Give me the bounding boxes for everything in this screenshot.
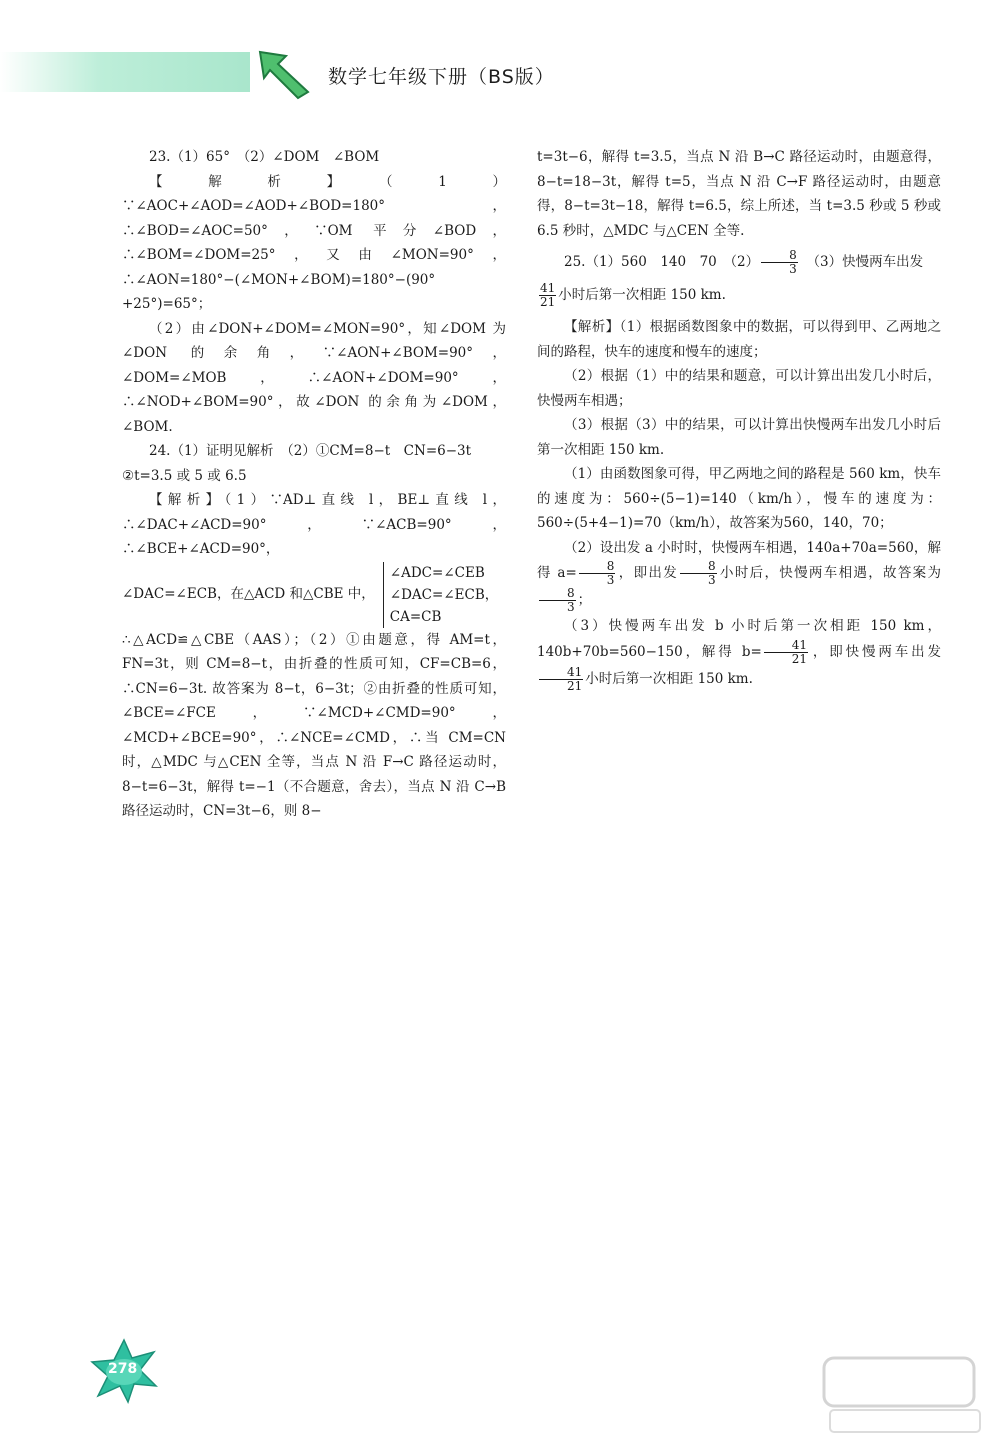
fraction (764, 639, 808, 666)
fraction (539, 587, 576, 614)
q23-analysis-1: 【解析】（1）∵∠AOC+∠AOD=∠AOD+∠BOD=180°，∴∠BOD=∠AOC=50°，∵OM 平分∠BOD，∴∠BOM=∠DOM=25°，又由∠MON=90°，∴∠AON=180°−(∠MON+∠BOM)=180°−(90°+25°)=65°； (122, 173, 506, 312)
fraction (761, 249, 798, 276)
q25-answer-part-b: （3）快慢两车出发 (813, 254, 924, 270)
fraction-denominator: 3 (708, 573, 716, 587)
arrow-icon (256, 48, 312, 100)
fraction-denominator: 3 (789, 262, 797, 276)
q24-system-lead: ∠DAC=∠ECB，在△ACD 和△CBE 中， (122, 586, 375, 603)
q25-analysis-2: （2）根据（1）中的结果和题意，可以计算出出发几小时后，快慢两车相遇； (537, 368, 941, 409)
fraction-numerator: 41 (540, 281, 556, 295)
fraction (680, 560, 717, 587)
fraction-denominator: 21 (791, 651, 808, 666)
q25-solution-1: （1）由函数图象可得，甲乙两地之间的路程是 560 km，快车的速度为：560÷(5−1)=140（km/h），慢车的速度为：560÷(5+4−1)=70（km/h），故答案为560，140，70； (537, 466, 941, 531)
fraction-numerator: 8 (579, 560, 616, 574)
q25-solution-2 (537, 536, 941, 615)
fraction-numerator: 41 (539, 666, 583, 680)
q25-solution-3-part-a: （3）快慢两车出发 b 小时后第一次相距 150 km，140b+70b=560−150，解得 b= (537, 618, 941, 660)
watermark-logo-icon (818, 1348, 988, 1438)
fraction-denominator: 3 (606, 573, 615, 587)
q25-solution-3 (537, 614, 941, 693)
q24-answer-1: 24.（1）证明见解析 （2）①CM=8−t CN=6−3t (149, 443, 472, 459)
fraction-numerator: 8 (680, 560, 717, 574)
fraction-denominator: 21 (540, 295, 556, 309)
q25-answer-tail: 小时后第一次相距 150 km. (558, 287, 726, 303)
fraction-numerator: 8 (761, 249, 798, 263)
q25-analysis-3: （3）根据（3）中的结果，可以计算出快慢两车出发几小时后第一次相距 150 km. (537, 417, 941, 458)
fraction-denominator: 3 (567, 600, 575, 614)
q24-equation-system (122, 562, 506, 628)
q24-analysis-1: 【解析】（1）∵AD⊥直线 l，BE⊥直线 l，∴∠DAC+∠ACD=90°，∵∠ACB=90°，∴∠BCE+∠ACD=90°， (122, 492, 506, 557)
q25-solution-2-part-b: ，即出发 (617, 565, 679, 581)
fraction-denominator: 21 (567, 678, 583, 693)
q25-analysis-1: 【解析】（1）根据函数图象中的数据，可以得到甲、乙两地之间的路程，快车的速度和慢车的速度； (537, 319, 941, 360)
q23-answer: 23.（1）65° （2）∠DOM ∠BOM (149, 149, 380, 165)
fraction (579, 560, 616, 587)
fraction-numerator: 8 (539, 587, 576, 601)
q23-analysis-2: （2）由∠DON+∠DOM=∠MON=90°，知∠DOM 为∠DON 的余角，∵∠AON+∠BOM=90°，∠DOM=∠MOB，∴∠AON+∠DOM=90°，∴∠NOD+∠BOM=90°，故∠DON 的余角为∠DOM，∠BOM. (122, 320, 506, 435)
fraction-numerator: 41 (764, 639, 808, 653)
q24-system-line-1: ∠ADC=∠CEB (389, 564, 485, 581)
page-number: 278 (108, 1361, 138, 1377)
fraction (539, 282, 556, 309)
q25-solution-2-part-a: （2）设出发 a 小时时，快慢两车相遇，140a+70a=560，解得 a= (537, 539, 941, 581)
q25-solution-2-part-c: 小时后，快慢两车相遇，故答案为 (718, 565, 942, 581)
left-column (122, 145, 506, 824)
fraction (539, 666, 583, 693)
q24-analysis-2: ∴△ACD≌△CBE（AAS）；（2）①由题意，得 AM=t，FN=3t，则 CM=8−t，由折叠的性质可知，CF=CB=6，∴CN=6−3t. 故答案为 8−t，6−3t；②由折叠的性质可知，∠BCE=∠FCE，∵∠MCD+∠CMD=90°，∠MCD+∠BCE=90°，∴∠NCE=∠CMD，∴当 CM=CN 时，△MDC 与△CEN 全等，当点 N 沿 F→C 路径运动时，8−t=6−3t，解得 t=−1（不合题意，舍去），当点 N 沿 C→B 路径运动时，CN=3t−6，则 8− (122, 631, 506, 819)
q24-answer-2: ②t=3.5 或 5 或 6.5 (122, 467, 247, 484)
q25-answer-line-2 (537, 282, 941, 309)
q25-answer-part-a: 25.（1）560 140 70 （2） (564, 254, 760, 270)
q25-solution-2-part-d: ； (577, 592, 592, 608)
q25-answer-line-1 (537, 249, 941, 276)
q24-system-line-2: ∠DAC=∠ECB， (389, 586, 499, 603)
q24-continuation: t=3t−6，解得 t=3.5，当点 N 沿 B→C 路径运动时，由题意得，8−t=18−3t，解得 t=5，当点 N 沿 C→F 路径运动时，由题意得，8−t=3t−18，解得 t=6.5，综上所述，当 t=3.5 秒或 5 秒或 6.5 秒时，△MDC 与△CEN 全等. (537, 149, 941, 239)
right-column (537, 145, 941, 693)
q24-system-line-3: CA=CB (389, 608, 442, 625)
q25-solution-3-part-c: 小时后第一次相距 150 km. (585, 670, 753, 687)
q25-solution-3-part-b: ，即快慢两车出发 (810, 643, 941, 660)
header-decoration-band (0, 52, 250, 92)
q24-system-brace (383, 562, 498, 628)
page-header-title: 数学七年级下册（BS版） (328, 66, 555, 88)
